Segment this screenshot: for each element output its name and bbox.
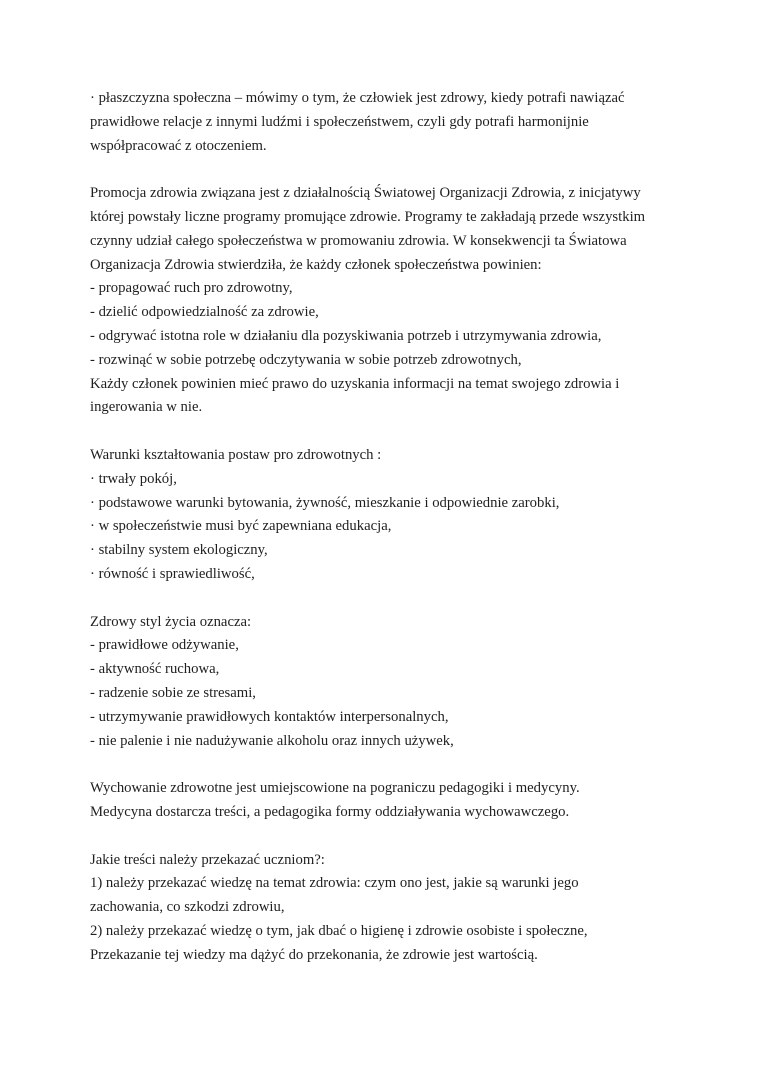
text-line: Organizacja Zdrowia stwierdziła, że każdy członek społeczeństwa powinien: [90, 256, 542, 273]
paragraph-spacer [90, 587, 690, 611]
text-line: czynny udział całego społeczeństwa w promowaniu zdrowia. W konsekwencji ta Światowa [90, 232, 627, 249]
list-item: · w społeczeństwie musi być zapewniana edukacja, [90, 518, 392, 535]
text-line: Każdy członek powinien mieć prawo do uzyskania informacji na temat swojego zdrowia i [90, 375, 620, 392]
list-item: - prawidłowe odżywanie, [90, 637, 239, 654]
list-item: - aktywność ruchowa, [90, 661, 220, 678]
text-line: której powstały liczne programy promujące zdrowie. Programy te zakładają przede wszystkim [90, 208, 646, 225]
text-line: · płaszczyzna społeczna – mówimy o tym, że człowiek jest zdrowy, kiedy potrafi nawiązać [90, 90, 625, 106]
paragraph-spacer [90, 158, 690, 182]
list-item: - rozwinąć w sobie potrzebę odczytywania w sobie potrzeb zdrowotnych, [90, 351, 522, 368]
paragraph-spacer [90, 420, 690, 444]
list-item: · równość i sprawiedliwość, [90, 565, 255, 582]
text-line: zachowania, co szkodzi zdrowiu, [90, 899, 285, 916]
list-item: · trwały pokój, [90, 470, 177, 487]
list-item: 2) należy przekazać wiedzę o tym, jak dbać o higienę i zdrowie osobiste i społeczne, [90, 922, 588, 939]
document-page [90, 87, 690, 967]
text-line: Wychowanie zdrowotne jest umiejscowione na pograniczu pedagogiki i medycyny. [90, 780, 580, 797]
paragraph-healthy-lifestyle [90, 611, 690, 754]
paragraph-spacer [90, 825, 690, 849]
paragraph-student-content [90, 849, 690, 968]
text-line: Jakie treści należy przekazać uczniom?: [90, 851, 325, 868]
text-line: Przekazanie tej wiedzy ma dążyć do przekonania, że zdrowie jest wartością. [90, 946, 538, 963]
list-item: - utrzymywanie prawidłowych kontaktów interpersonalnych, [90, 708, 449, 725]
list-item: 1) należy przekazać wiedzę na temat zdrowia: czym ono jest, jakie są warunki jego [90, 875, 579, 892]
text-line: Zdrowy styl życia oznacza: [90, 613, 252, 630]
text-line: prawidłowe relacje z innymi ludźmi i społeczeństwem, czyli gdy potrafi harmonijnie [90, 113, 589, 130]
paragraph-health-education [90, 777, 690, 825]
paragraph-health-promotion [90, 182, 690, 420]
paragraph-social-dimension [90, 87, 690, 158]
list-item: - nie palenie i nie nadużywanie alkoholu oraz innych używek, [90, 732, 454, 749]
list-item: - propagować ruch pro zdrowotny, [90, 280, 293, 297]
text-line: Medycyna dostarcza treści, a pedagogika formy oddziaływania wychowawczego. [90, 803, 570, 820]
text-line: współpracować z otoczeniem. [90, 137, 267, 154]
text-line: Warunki kształtowania postaw pro zdrowotnych : [90, 446, 382, 463]
paragraph-spacer [90, 753, 690, 777]
list-item: - radzenie sobie ze stresami, [90, 684, 256, 701]
list-item: · stabilny system ekologiczny, [90, 542, 268, 559]
text-line: ingerowania w nie. [90, 399, 203, 416]
paragraph-attitude-conditions [90, 444, 690, 587]
list-item: - dzielić odpowiedzialność za zdrowie, [90, 304, 319, 321]
list-item: - odgrywać istotna role w działaniu dla pozyskiwania potrzeb i utrzymywania zdrowia, [90, 327, 602, 344]
text-line: Promocja zdrowia związana jest z działalnością Światowej Organizacji Zdrowia, z inicjatywy [90, 185, 641, 202]
list-item: · podstawowe warunki bytowania, żywność, mieszkanie i odpowiednie zarobki, [90, 494, 560, 511]
